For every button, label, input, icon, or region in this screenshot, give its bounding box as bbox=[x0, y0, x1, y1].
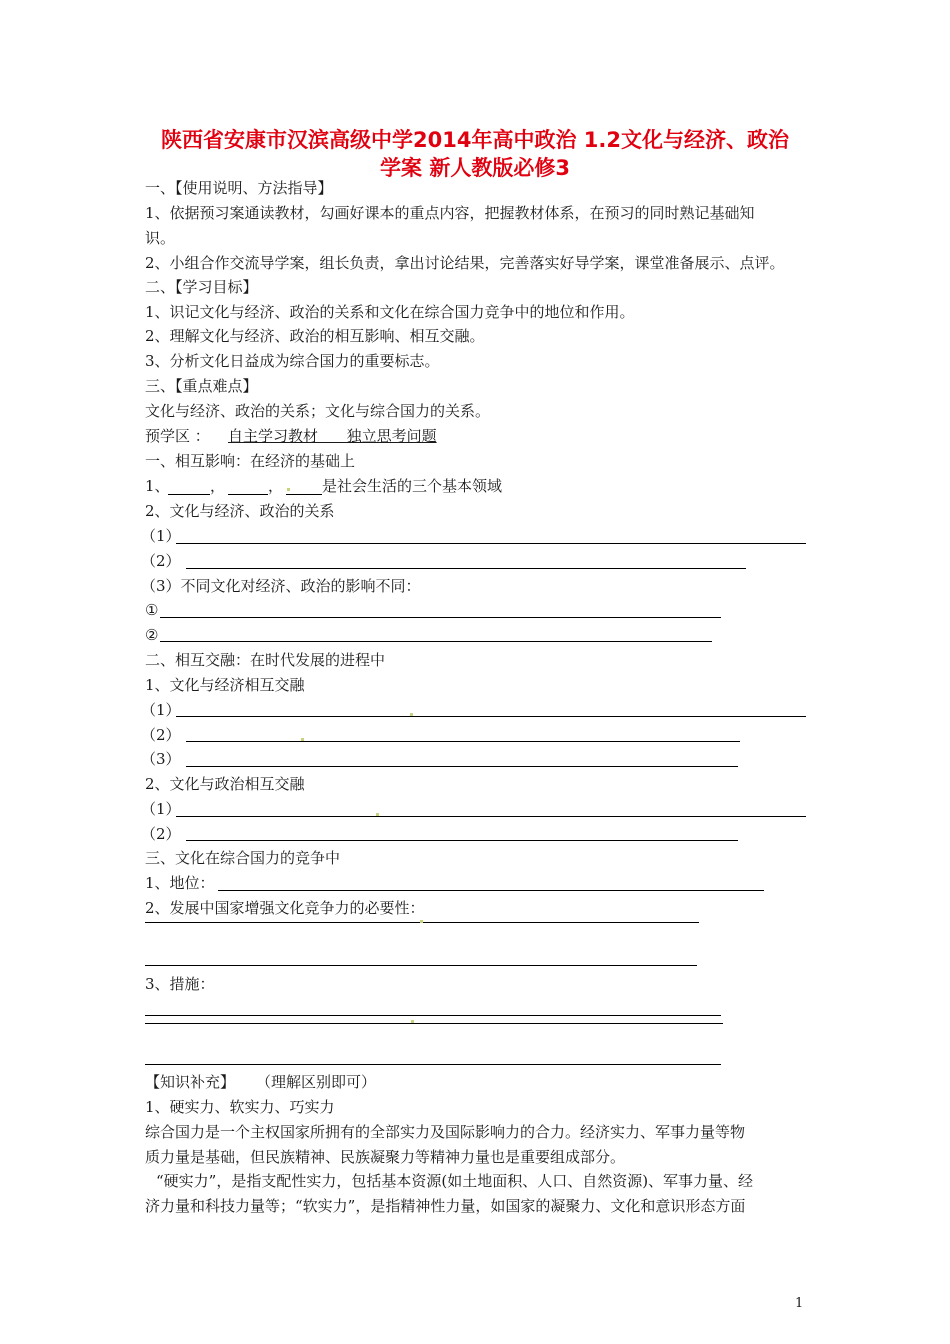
number-label: （1） bbox=[141, 527, 181, 545]
goal-item-1: 1、识记文化与经济、政治的关系和文化在综合国力竞争中的地位和作用。 bbox=[145, 303, 635, 321]
blank-line bbox=[176, 716, 806, 717]
supplement-paragraph-cont: 济力量和科技力量等；“软实力”，是指精神性力量，如国家的凝聚力、文化和意识形态方面 bbox=[145, 1197, 746, 1215]
part2-item-1: 1、文化与经济相互交融 bbox=[145, 676, 305, 694]
artifact-dot bbox=[301, 738, 304, 741]
blank-line bbox=[186, 741, 740, 742]
part3-item-3: 3、措施： bbox=[145, 975, 215, 993]
part1-item-2: 2、文化与经济、政治的关系 bbox=[145, 502, 335, 520]
number-label: （2） bbox=[141, 825, 181, 843]
part3-item-1: 1、地位： bbox=[145, 874, 215, 892]
part1-heading: 一、相互影响：在经济的基础上 bbox=[145, 452, 356, 470]
document-title-line-1: 陕西省安康市汉滨高级中学2014年高中政治 1.2文化与经济、政治 bbox=[161, 128, 789, 152]
number-label: （1） bbox=[141, 800, 181, 818]
supplement-note: （理解区别即可） bbox=[256, 1073, 377, 1091]
supplement-heading: 【知识补充】 bbox=[145, 1073, 236, 1091]
blank-line bbox=[145, 965, 697, 966]
page-number: 1 bbox=[795, 1296, 804, 1311]
blank-line bbox=[145, 1015, 721, 1016]
blank-line bbox=[160, 617, 721, 618]
key-text: 文化与经济、政治的关系；文化与综合国力的关系。 bbox=[145, 402, 491, 420]
supplement-paragraph: 综合国力是一个主权国家所拥有的全部实力及国际影响力的合力。经济实力、军事力量等物 bbox=[145, 1123, 746, 1141]
blank-line bbox=[176, 816, 806, 817]
circled-label: ② bbox=[145, 626, 159, 644]
preview-tasks: 自主学习教材 独立思考问题 bbox=[228, 427, 437, 445]
blank-line bbox=[145, 1064, 721, 1065]
supplement-paragraph: “硬实力”，是指支配性实力，包括基本资源(如土地面积、人口、自然资源)、军事力量、经 bbox=[156, 1172, 754, 1190]
circled-label: ① bbox=[145, 601, 159, 619]
artifact-dot bbox=[420, 920, 423, 923]
goal-item-3: 3、分析文化日益成为综合国力的重要标志。 bbox=[145, 352, 440, 370]
blank-line bbox=[186, 766, 738, 767]
goal-heading: 二、【学习目标】 bbox=[145, 278, 258, 296]
supplement-item-1: 1、硬实力、软实力、巧实力 bbox=[145, 1098, 335, 1116]
blank-line bbox=[160, 641, 712, 642]
usage-item-1-cont: 识。 bbox=[145, 229, 176, 247]
artifact-dot bbox=[410, 713, 413, 716]
comma: ， bbox=[210, 477, 226, 495]
usage-item-1: 1、依据预习案通读教材，勾画好课本的重点内容，把握教材体系，在预习的同时熟记基础知 bbox=[145, 204, 755, 222]
artifact-dot bbox=[376, 813, 379, 816]
number-label: （3） bbox=[141, 750, 181, 768]
key-heading: 三、【重点难点】 bbox=[145, 377, 258, 395]
supplement-paragraph-cont: 质力量是基础，但民族精神、民族凝聚力等精神力量也是重要组成部分。 bbox=[145, 1148, 626, 1166]
part1-item-1-suffix: 是社会生活的三个基本领域 bbox=[322, 477, 503, 495]
usage-item-2: 2、小组合作交流导学案，组长负责，拿出讨论结果，完善落实好导学案，课堂准备展示、点评。 bbox=[145, 254, 785, 272]
blank-line bbox=[286, 494, 322, 495]
blank-line bbox=[228, 494, 268, 495]
preview-label: 预学区 ： bbox=[145, 427, 210, 445]
number-label: （1） bbox=[141, 701, 181, 719]
part3-item-2: 2、发展中国家增强文化竞争力的必要性： bbox=[145, 899, 425, 917]
part3-heading: 三、文化在综合国力的竞争中 bbox=[145, 849, 341, 867]
document-title-line-2: 学案 新人教版必修3 bbox=[380, 156, 570, 180]
blank-line bbox=[176, 543, 806, 544]
usage-heading: 一、【使用说明、方法指导】 bbox=[145, 179, 333, 197]
part1-item-1-prefix: 1、 bbox=[145, 477, 170, 495]
part2-heading: 二、相互交融：在时代发展的进程中 bbox=[145, 651, 386, 669]
comma: ， bbox=[268, 477, 284, 495]
blank-line bbox=[168, 494, 210, 495]
goal-item-2: 2、理解文化与经济、政治的相互影响、相互交融。 bbox=[145, 327, 485, 345]
artifact-dot bbox=[411, 1020, 414, 1023]
part2-item-2: 2、文化与政治相互交融 bbox=[145, 775, 305, 793]
blank-line bbox=[186, 568, 746, 569]
blank-line bbox=[145, 1023, 723, 1024]
number-label: （2） bbox=[141, 726, 181, 744]
number-label: （2） bbox=[141, 552, 181, 570]
part1-item-3: （3）不同文化对经济、政治的影响不同： bbox=[141, 577, 421, 595]
blank-line bbox=[218, 890, 764, 891]
artifact-dot bbox=[287, 488, 290, 491]
blank-line bbox=[186, 840, 738, 841]
